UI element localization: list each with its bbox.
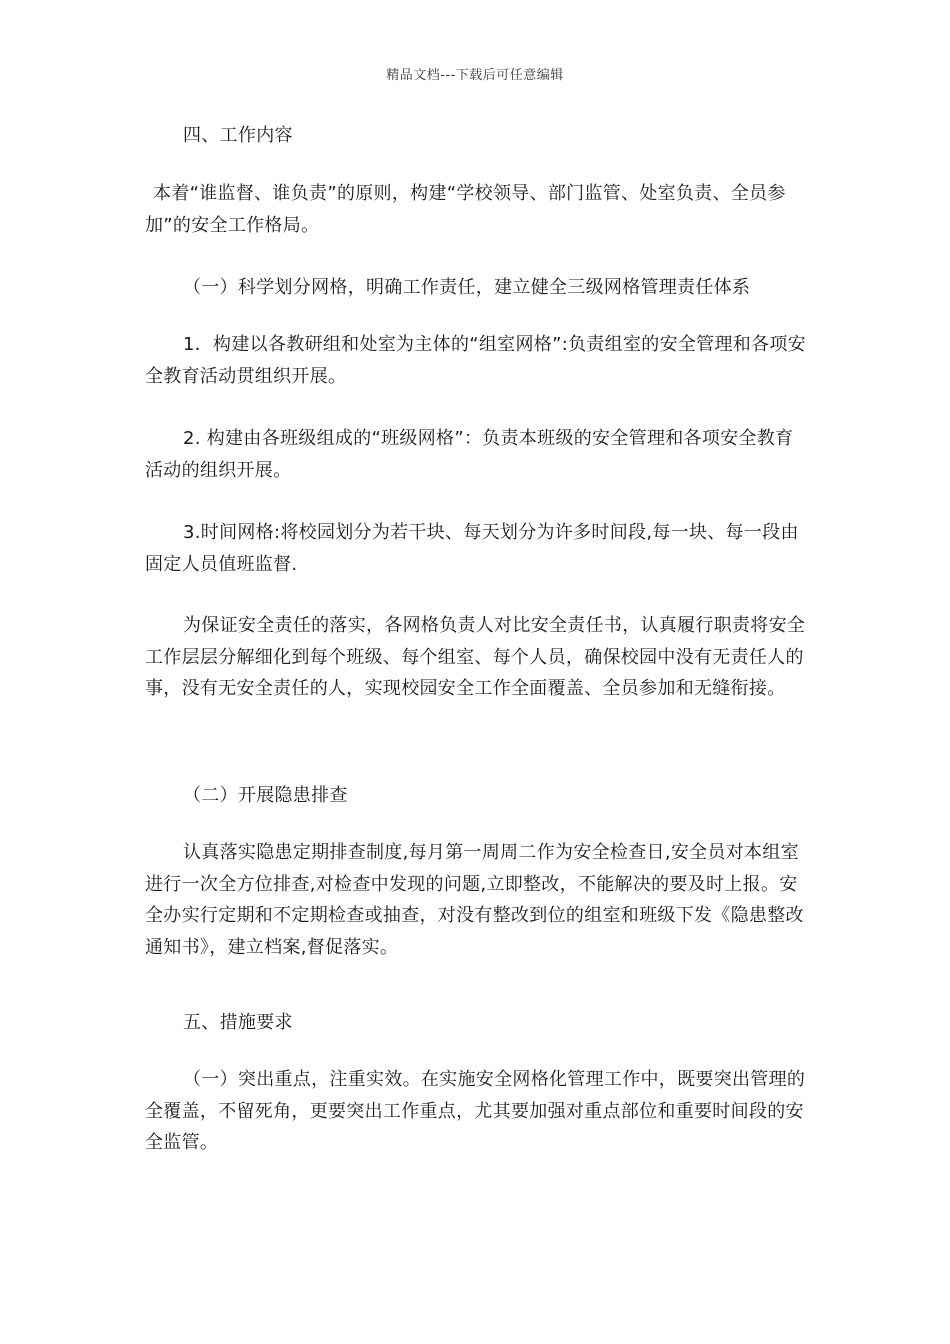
- subsection-2-title-block: [145, 780, 810, 812]
- intro-block: [145, 178, 810, 241]
- item-1-paragraph: 1．构建以各教研组和处室为主体的“组室网格”:负责组室的安全管理和各项安全教育活动贯组织开展。: [145, 334, 806, 387]
- item-2-paragraph: 2. 构建由各班级组成的“班级网格”：负责本班级的安全管理和各项安全教育活动的组织开展。: [145, 428, 794, 481]
- header-note: 精品文档---下载后可任意编辑: [386, 68, 564, 83]
- measure-1-paragraph: （一）突出重点，注重实效。在实施安全网格化管理工作中，既要突出管理的全覆盖，不留死角，更要突出工作重点，尤其要加强对重点部位和重要时间段的安全监管。: [145, 1069, 806, 1153]
- item-1-block: [145, 329, 810, 392]
- measure-1-block: [145, 1064, 810, 1159]
- section-5-title: 五、措施要求: [183, 1012, 293, 1033]
- inspection-paragraph: 认真落实隐患定期排查制度,每月第一周周二作为安全检查日,安全员对本组室进行一次全方位排查,对检查中发现的问题,立即整改，不能解决的要及时上报。安全办实行定期和不定期检查或抽查，对没有整改到位的组室和班级下发《隐患整改通知书》，建立档案,督促落实。: [145, 842, 804, 958]
- subsection-1-title: （一）科学划分网格，明确工作责任，建立健全三级网格管理责任体系: [183, 277, 751, 298]
- responsibility-block: [145, 610, 810, 705]
- section-5-title-block: [145, 1007, 810, 1039]
- item-3-block: [145, 517, 810, 580]
- subsection-2-title: （二）开展隐患排查: [183, 785, 348, 806]
- item-3-paragraph: 3.时间网格:将校园划分为若干块、每天划分为许多时间段,每一块、每一段由固定人员值班监督.: [145, 522, 799, 575]
- responsibility-paragraph: 为保证安全责任的落实，各网格负责人对比安全责任书，认真履行职责将安全工作层层分解细化到每个班级、每个组室、每个人员，确保校园中没有无责任人的事，没有无安全责任的人，实现校园安全工作全面覆盖、全员参加和无缝衔接。: [145, 615, 806, 699]
- item-2-block: [145, 423, 810, 486]
- subsection-1-title-block: [145, 272, 810, 304]
- section-4-title-block: [145, 120, 810, 152]
- section-4-title: 四、工作内容: [183, 125, 293, 146]
- intro-paragraph: 本着“谁监督、谁负责”的原则，构建“学校领导、部门监管、处室负责、全员参加”的安全工作格局。: [145, 183, 786, 236]
- inspection-block: [145, 837, 810, 963]
